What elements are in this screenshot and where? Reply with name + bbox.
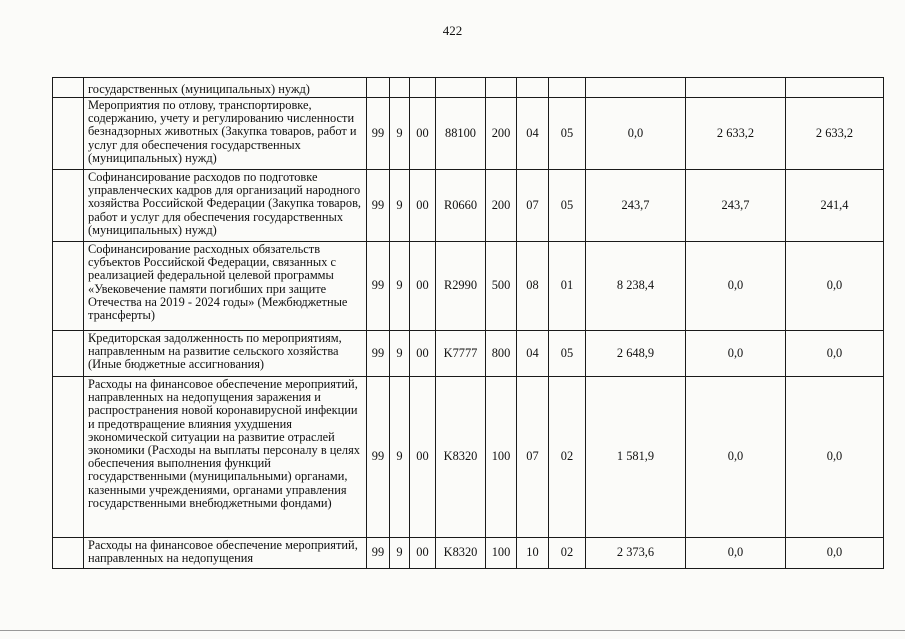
budget-table [52, 77, 884, 569]
cell-code: K7777 [436, 331, 486, 377]
cell-amount-2 [686, 78, 786, 98]
cell-amount-3: 241,4 [786, 170, 884, 242]
cell-section: 04 [517, 331, 549, 377]
cell-code: R2990 [436, 242, 486, 331]
cell-subsection: 05 [549, 331, 586, 377]
row-description: Софинансирование расходов по подготовке управленческих кадров для организаций народного хозяйства Российской Федерации (Закупка товаров, работ и услуг для обеспечения государственных (муниципальных) нужд) [84, 170, 367, 242]
cell-subsection: 01 [549, 242, 586, 331]
cell-group: 00 [410, 377, 436, 538]
cell-code: R0660 [436, 170, 486, 242]
cell-subprogram [390, 78, 410, 98]
cell-amount-3: 0,0 [786, 331, 884, 377]
cell-code: K8320 [436, 377, 486, 538]
cell-program: 99 [367, 242, 390, 331]
cell-section: 07 [517, 377, 549, 538]
row-description: Софинансирование расходных обязательств субъектов Российской Федерации, связанных с реализацией федеральной целевой программы «Увековечение памяти погибших при защите Отечества на 2019 - 2024 годы» (Межбюджетные трансферты) [84, 242, 367, 331]
cell-group: 00 [410, 538, 436, 569]
cell-subsection: 02 [549, 538, 586, 569]
cell-section [517, 78, 549, 98]
cell-program: 99 [367, 377, 390, 538]
cell-amount-2: 2 633,2 [686, 98, 786, 170]
cell-program: 99 [367, 170, 390, 242]
cell-expense-type: 800 [486, 331, 517, 377]
cell-group: 00 [410, 170, 436, 242]
cell-group: 00 [410, 98, 436, 170]
row-description: Мероприятия по отлову, транспортировке, содержанию, учету и регулированию численности безнадзорных животных (Закупка товаров, работ и услуг для обеспечения государственных (муниципальных) нужд) [84, 98, 367, 170]
row-gutter [53, 538, 84, 569]
row-description: Кредиторская задолженность по мероприятиям, направленным на развитие сельского хозяйства (Иные бюджетные ассигнования) [84, 331, 367, 377]
cell-amount-1: 2 373,6 [586, 538, 686, 569]
table-row [53, 538, 884, 569]
table-row [53, 98, 884, 170]
page-bottom-divider [0, 630, 905, 631]
cell-expense-type [486, 78, 517, 98]
cell-expense-type: 500 [486, 242, 517, 331]
table-row [53, 78, 884, 98]
cell-amount-2: 0,0 [686, 242, 786, 331]
cell-program [367, 78, 390, 98]
table-row [53, 242, 884, 331]
cell-amount-1: 0,0 [586, 98, 686, 170]
cell-subprogram: 9 [390, 170, 410, 242]
cell-amount-3: 0,0 [786, 242, 884, 331]
cell-program: 99 [367, 538, 390, 569]
cell-subsection: 02 [549, 377, 586, 538]
cell-expense-type: 100 [486, 377, 517, 538]
cell-subprogram: 9 [390, 538, 410, 569]
row-description: Расходы на финансовое обеспечение мероприятий, направленных на недопущения [84, 538, 367, 569]
row-gutter [53, 331, 84, 377]
cell-section: 08 [517, 242, 549, 331]
cell-program: 99 [367, 98, 390, 170]
cell-subprogram: 9 [390, 242, 410, 331]
page-number: 422 [442, 23, 463, 38]
table-row [53, 170, 884, 242]
cell-expense-type: 100 [486, 538, 517, 569]
cell-group [410, 78, 436, 98]
cell-group: 00 [410, 242, 436, 331]
cell-section: 04 [517, 98, 549, 170]
cell-subprogram: 9 [390, 98, 410, 170]
cell-code [436, 78, 486, 98]
row-description: Расходы на финансовое обеспечение мероприятий, направленных на недопущения заражения и распространения новой коронавирусной инфекции и предотвращение влияния ухудшения экономической ситуации на развитие отраслей экономики (Расходы на выплаты персоналу в целях обеспечения выполнения функций государственными (муниципальными) органами, казенными учреждениями, органами управления государственными внебюджетными фондами) [84, 377, 367, 538]
cell-amount-2: 243,7 [686, 170, 786, 242]
cell-subsection [549, 78, 586, 98]
cell-amount-1: 243,7 [586, 170, 686, 242]
cell-amount-2: 0,0 [686, 538, 786, 569]
table-row [53, 377, 884, 538]
cell-expense-type: 200 [486, 170, 517, 242]
cell-amount-3: 2 633,2 [786, 98, 884, 170]
cell-section: 10 [517, 538, 549, 569]
cell-subsection: 05 [549, 98, 586, 170]
cell-expense-type: 200 [486, 98, 517, 170]
cell-amount-1: 8 238,4 [586, 242, 686, 331]
row-gutter [53, 98, 84, 170]
table-row [53, 331, 884, 377]
cell-amount-2: 0,0 [686, 331, 786, 377]
cell-code: K8320 [436, 538, 486, 569]
cell-subprogram: 9 [390, 331, 410, 377]
cell-subprogram: 9 [390, 377, 410, 538]
cell-amount-1 [586, 78, 686, 98]
cell-subsection: 05 [549, 170, 586, 242]
cell-amount-3: 0,0 [786, 538, 884, 569]
cell-amount-3: 0,0 [786, 377, 884, 538]
cell-code: 88100 [436, 98, 486, 170]
cell-group: 00 [410, 331, 436, 377]
cell-program: 99 [367, 331, 390, 377]
cell-amount-3 [786, 78, 884, 98]
row-gutter [53, 377, 84, 538]
row-description: государственных (муниципальных) нужд) [84, 78, 367, 98]
row-gutter [53, 242, 84, 331]
row-gutter [53, 78, 84, 98]
cell-amount-1: 1 581,9 [586, 377, 686, 538]
cell-amount-1: 2 648,9 [586, 331, 686, 377]
row-gutter [53, 170, 84, 242]
cell-amount-2: 0,0 [686, 377, 786, 538]
cell-section: 07 [517, 170, 549, 242]
